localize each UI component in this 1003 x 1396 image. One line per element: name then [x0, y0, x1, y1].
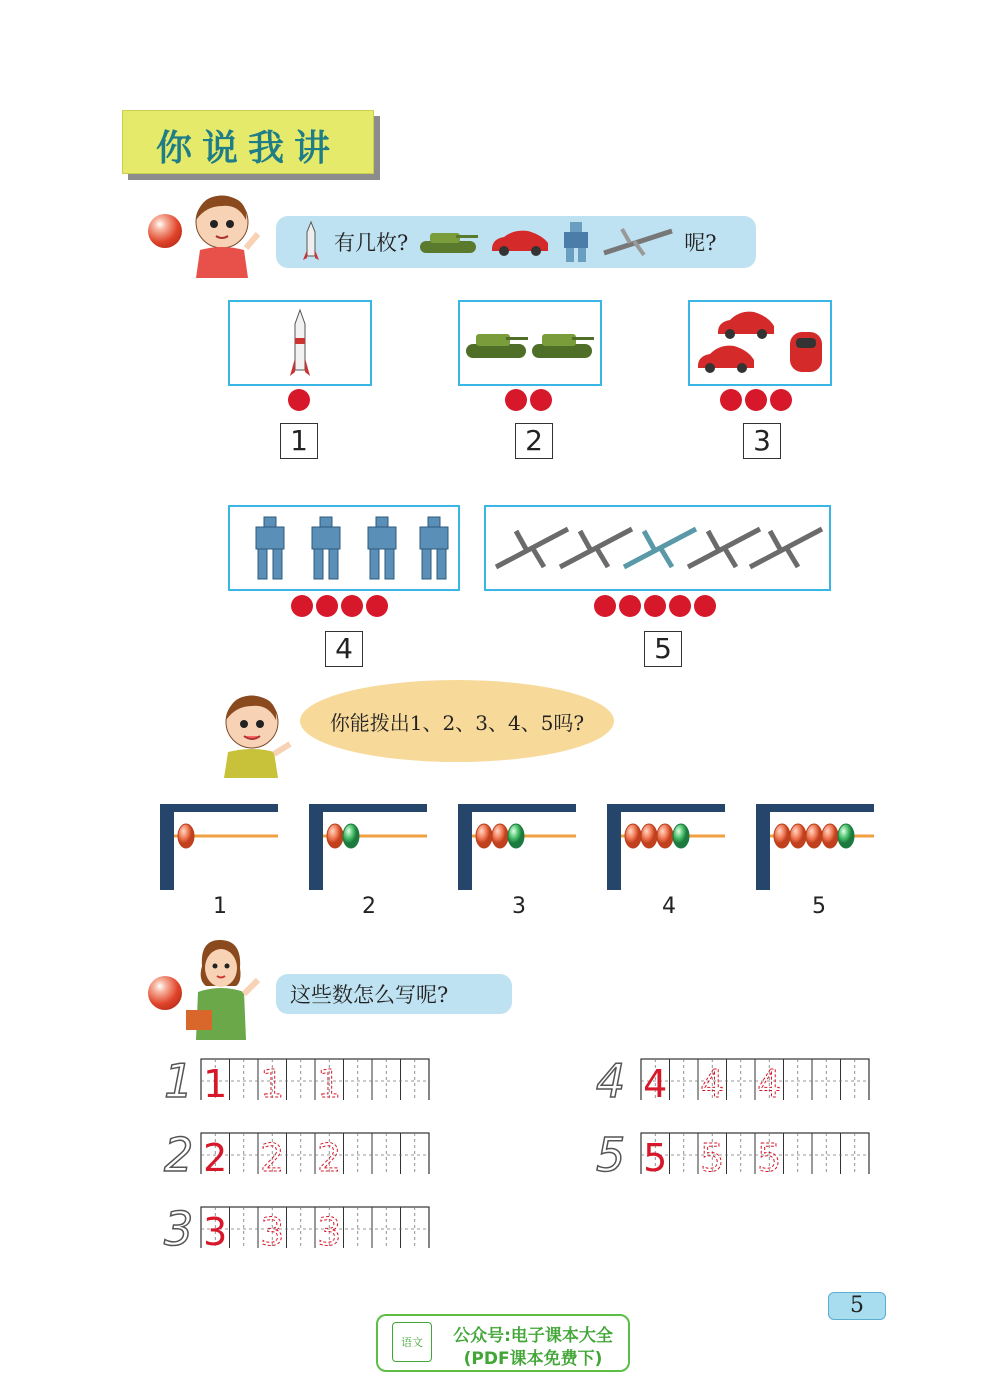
abacus-bead-red [492, 824, 508, 848]
writing-grid [640, 1058, 870, 1100]
abacus-bead-red [327, 824, 343, 848]
bullet-ball-icon [148, 976, 182, 1010]
count-dots [720, 389, 792, 411]
abacus-bead-red [822, 824, 838, 848]
abacus-bead-red [625, 824, 641, 848]
traced-digit: 3 [203, 1210, 228, 1248]
writing-grid [640, 1132, 870, 1174]
question-3-text: 这些数怎么写呢? [290, 983, 449, 1007]
section-banner [122, 110, 374, 174]
traced-digit: 2 [317, 1136, 342, 1174]
plane-icon [600, 225, 676, 259]
count-dot [619, 595, 641, 617]
robot-icon [230, 507, 458, 589]
abacus-bead-green [343, 824, 359, 848]
question-bubble-1 [276, 216, 756, 268]
plane-icon [486, 507, 829, 589]
bullet-ball-icon [148, 214, 182, 248]
digit-model: 1 [164, 1054, 194, 1108]
number-box: 3 [743, 423, 781, 459]
question-1-suffix: 呢? [684, 231, 717, 255]
abacus-bead-red [178, 824, 194, 848]
tank-icon [416, 225, 480, 259]
book-icon-label: 语文 [401, 1336, 423, 1349]
abacus-bead-red [774, 824, 790, 848]
abacus-label: 2 [362, 894, 376, 919]
book-icon [392, 1322, 432, 1362]
page-number: 5 [828, 1292, 886, 1320]
count-dot [341, 595, 363, 617]
car-icon [690, 302, 830, 384]
picture-box-cars [688, 300, 832, 386]
number-box: 4 [325, 631, 363, 667]
traced-digit: 5 [643, 1136, 668, 1174]
traced-digit: 2 [260, 1136, 285, 1174]
traced-digit: 1 [260, 1062, 285, 1100]
writing-grid [200, 1058, 430, 1100]
abacus-label: 3 [512, 894, 526, 919]
count-dots [291, 595, 388, 617]
robot-icon [558, 220, 594, 264]
picture-box-rockets [228, 300, 372, 386]
question-1-prefix: 有几枚? [334, 231, 409, 255]
traced-digit: 4 [700, 1062, 725, 1100]
abacus-frame [160, 804, 278, 890]
count-dot [288, 389, 310, 411]
tank-icon [460, 302, 600, 384]
question-bubble-3 [276, 974, 512, 1014]
abacus-bead-red [806, 824, 822, 848]
count-dots [288, 389, 310, 411]
writing-grid [200, 1206, 430, 1248]
abacus-bead-red [790, 824, 806, 848]
rocket-icon [300, 220, 322, 264]
digit-model: 4 [596, 1054, 626, 1108]
abacus-label: 5 [812, 894, 826, 919]
watermark-badge [376, 1314, 630, 1372]
digit-model: 2 [164, 1128, 194, 1182]
count-dot [669, 595, 691, 617]
count-dot [594, 595, 616, 617]
traced-digit: 5 [757, 1136, 782, 1174]
traced-digit: 1 [317, 1062, 342, 1100]
count-dot [720, 389, 742, 411]
count-dot [644, 595, 666, 617]
traced-digit: 1 [203, 1062, 228, 1100]
abacus-label: 4 [662, 894, 676, 919]
count-dots [594, 595, 716, 617]
count-dot [316, 595, 338, 617]
count-dot [770, 389, 792, 411]
traced-digit: 3 [260, 1210, 285, 1248]
abacus-bead-red [476, 824, 492, 848]
rocket-icon [230, 302, 370, 384]
teacher-illustration [180, 936, 264, 1040]
number-box: 1 [280, 423, 318, 459]
traced-digit: 3 [317, 1210, 342, 1248]
boy-illustration [182, 190, 262, 278]
traced-digit: 2 [203, 1136, 228, 1174]
traced-digit: 4 [643, 1062, 668, 1100]
boy-waving-illustration [212, 688, 296, 778]
car-icon [488, 225, 552, 259]
section-title: 你说我讲 [155, 128, 340, 169]
picture-box-robots [228, 505, 460, 591]
count-dot [505, 389, 527, 411]
abacus-bead-red [641, 824, 657, 848]
count-dot [745, 389, 767, 411]
traced-digit: 5 [700, 1136, 725, 1174]
count-dot [530, 389, 552, 411]
question-bubble-2 [300, 680, 614, 762]
writing-grid [200, 1132, 430, 1174]
abacus-label: 1 [213, 894, 227, 919]
question-2-text: 你能拨出1、2、3、4、5吗? [329, 710, 585, 735]
picture-box-tanks [458, 300, 602, 386]
abacus-bead-green [508, 824, 524, 848]
count-dot [694, 595, 716, 617]
digit-model: 5 [596, 1128, 626, 1182]
abacus-frame [309, 804, 427, 890]
number-box: 5 [644, 631, 682, 667]
watermark-line-2: (PDF课本免费下) [463, 1349, 603, 1369]
count-dot [291, 595, 313, 617]
traced-digit: 4 [757, 1062, 782, 1100]
picture-box-planes [484, 505, 831, 591]
count-dots [505, 389, 552, 411]
number-box: 2 [515, 423, 553, 459]
abacus-bead-green [838, 824, 854, 848]
abacus-bead-green [673, 824, 689, 848]
count-dot [366, 595, 388, 617]
abacus-row [160, 804, 878, 894]
watermark-line-1: 公众号:电子课本大全 [453, 1326, 613, 1346]
digit-model: 3 [164, 1202, 194, 1256]
abacus-bead-red [657, 824, 673, 848]
